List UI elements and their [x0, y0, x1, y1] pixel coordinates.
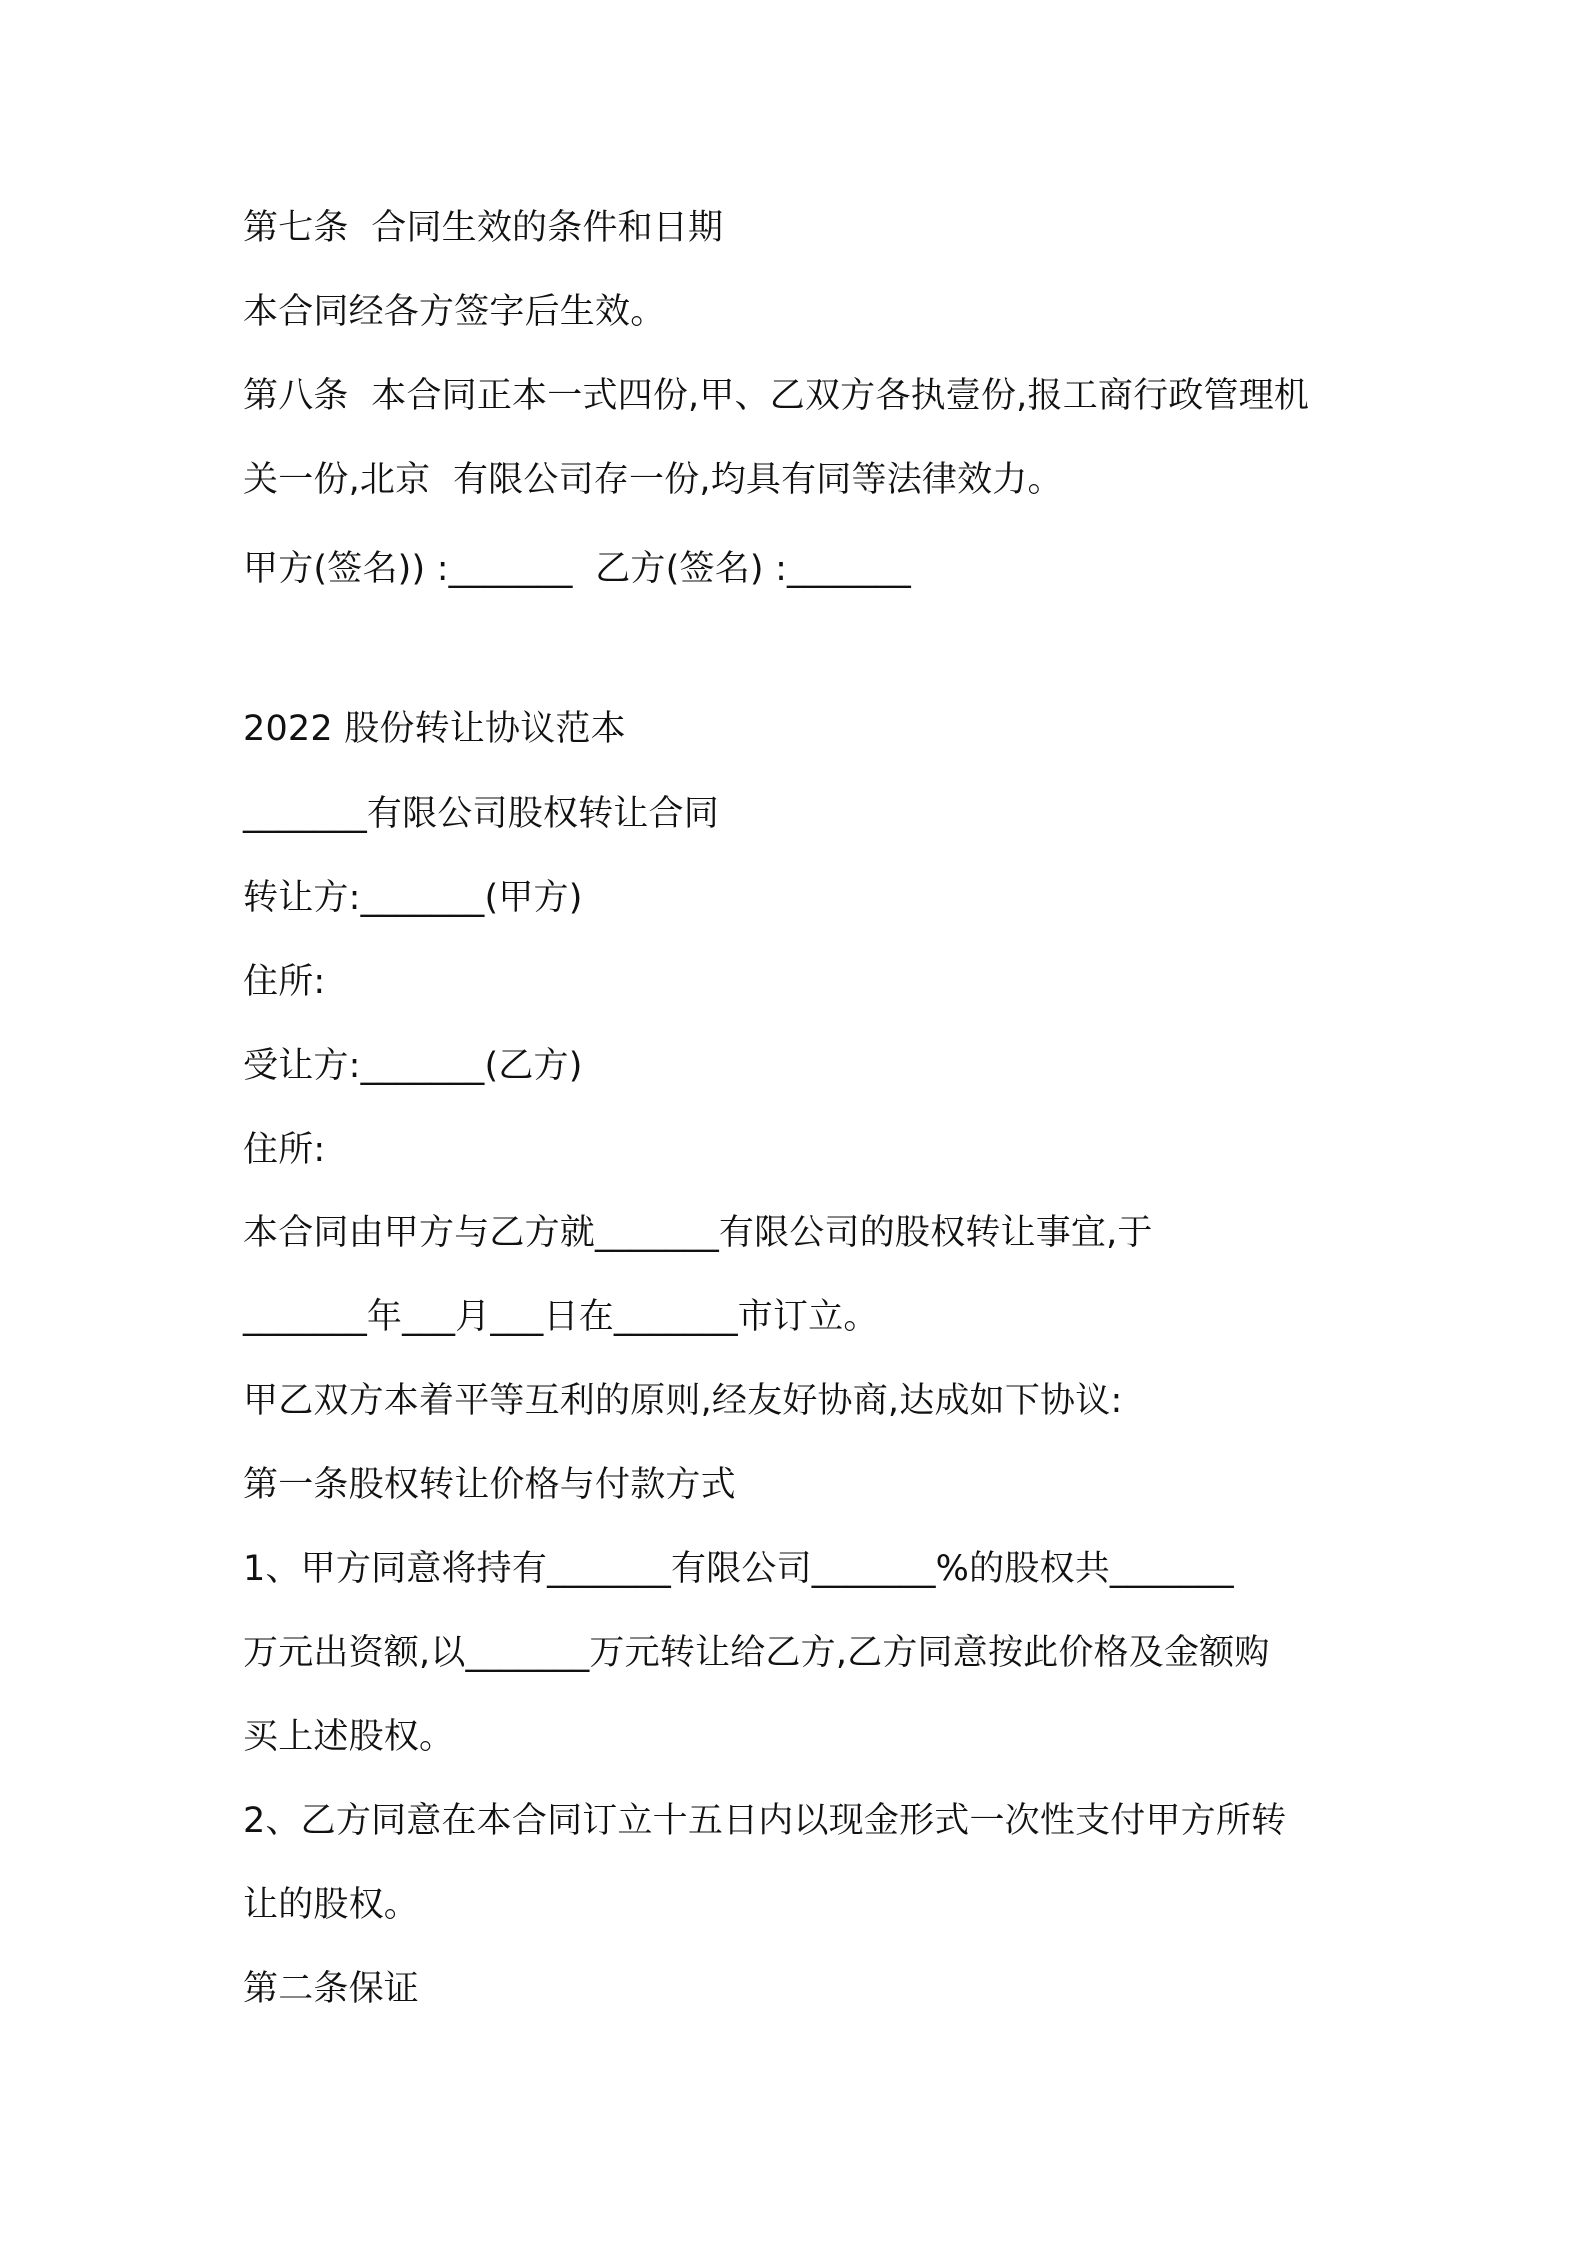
signature-line: 甲方(签名)) :_______ 乙方(签名) :_______	[243, 549, 911, 589]
transferee-line: 受让方:_______(乙方)	[243, 1046, 583, 1086]
article-8-text-line-2: 关一份,北京 有限公司存一份,均具有同等法律效力。	[243, 460, 1063, 500]
clause-2-line-1: 2、乙方同意在本合同订立十五日内以现金形式一次性支付甲方所转	[243, 1801, 1287, 1841]
document-title: 2022 股份转让协议范本	[243, 709, 626, 749]
article-7-heading: 第七条 合同生效的条件和日期	[243, 208, 724, 248]
agreement-preamble: 甲乙双方本着平等互利的原则,经友好协商,达成如下协议:	[243, 1381, 1123, 1421]
clause-2-line-2: 让的股权。	[243, 1885, 420, 1925]
transferor-address: 住所:	[243, 962, 326, 1002]
intro-line-1: 本合同由甲方与乙方就_______有限公司的股权转让事宜,于	[243, 1213, 1153, 1253]
transferee-address: 住所:	[243, 1130, 326, 1170]
article-7-text: 本合同经各方签字后生效。	[243, 292, 666, 332]
clause-1-line-1: 1、甲方同意将持有_______有限公司_______%的股权共_______	[243, 1549, 1234, 1589]
intro-line-2: _______年___月___日在_______市订立。	[243, 1297, 879, 1337]
article-2-heading: 第二条保证	[243, 1969, 420, 2009]
clause-1-line-2: 万元出资额,以_______万元转让给乙方,乙方同意按此价格及金额购	[243, 1633, 1270, 1673]
article-1-heading: 第一条股权转让价格与付款方式	[243, 1465, 736, 1505]
contract-title: _______有限公司股权转让合同	[243, 794, 719, 834]
article-8-text-line-1: 第八条 本合同正本一式四份,甲、乙双方各执壹份,报工商行政管理机	[243, 376, 1310, 416]
clause-1-line-3: 买上述股权。	[243, 1717, 455, 1757]
transferor-line: 转让方:_______(甲方)	[243, 878, 583, 918]
